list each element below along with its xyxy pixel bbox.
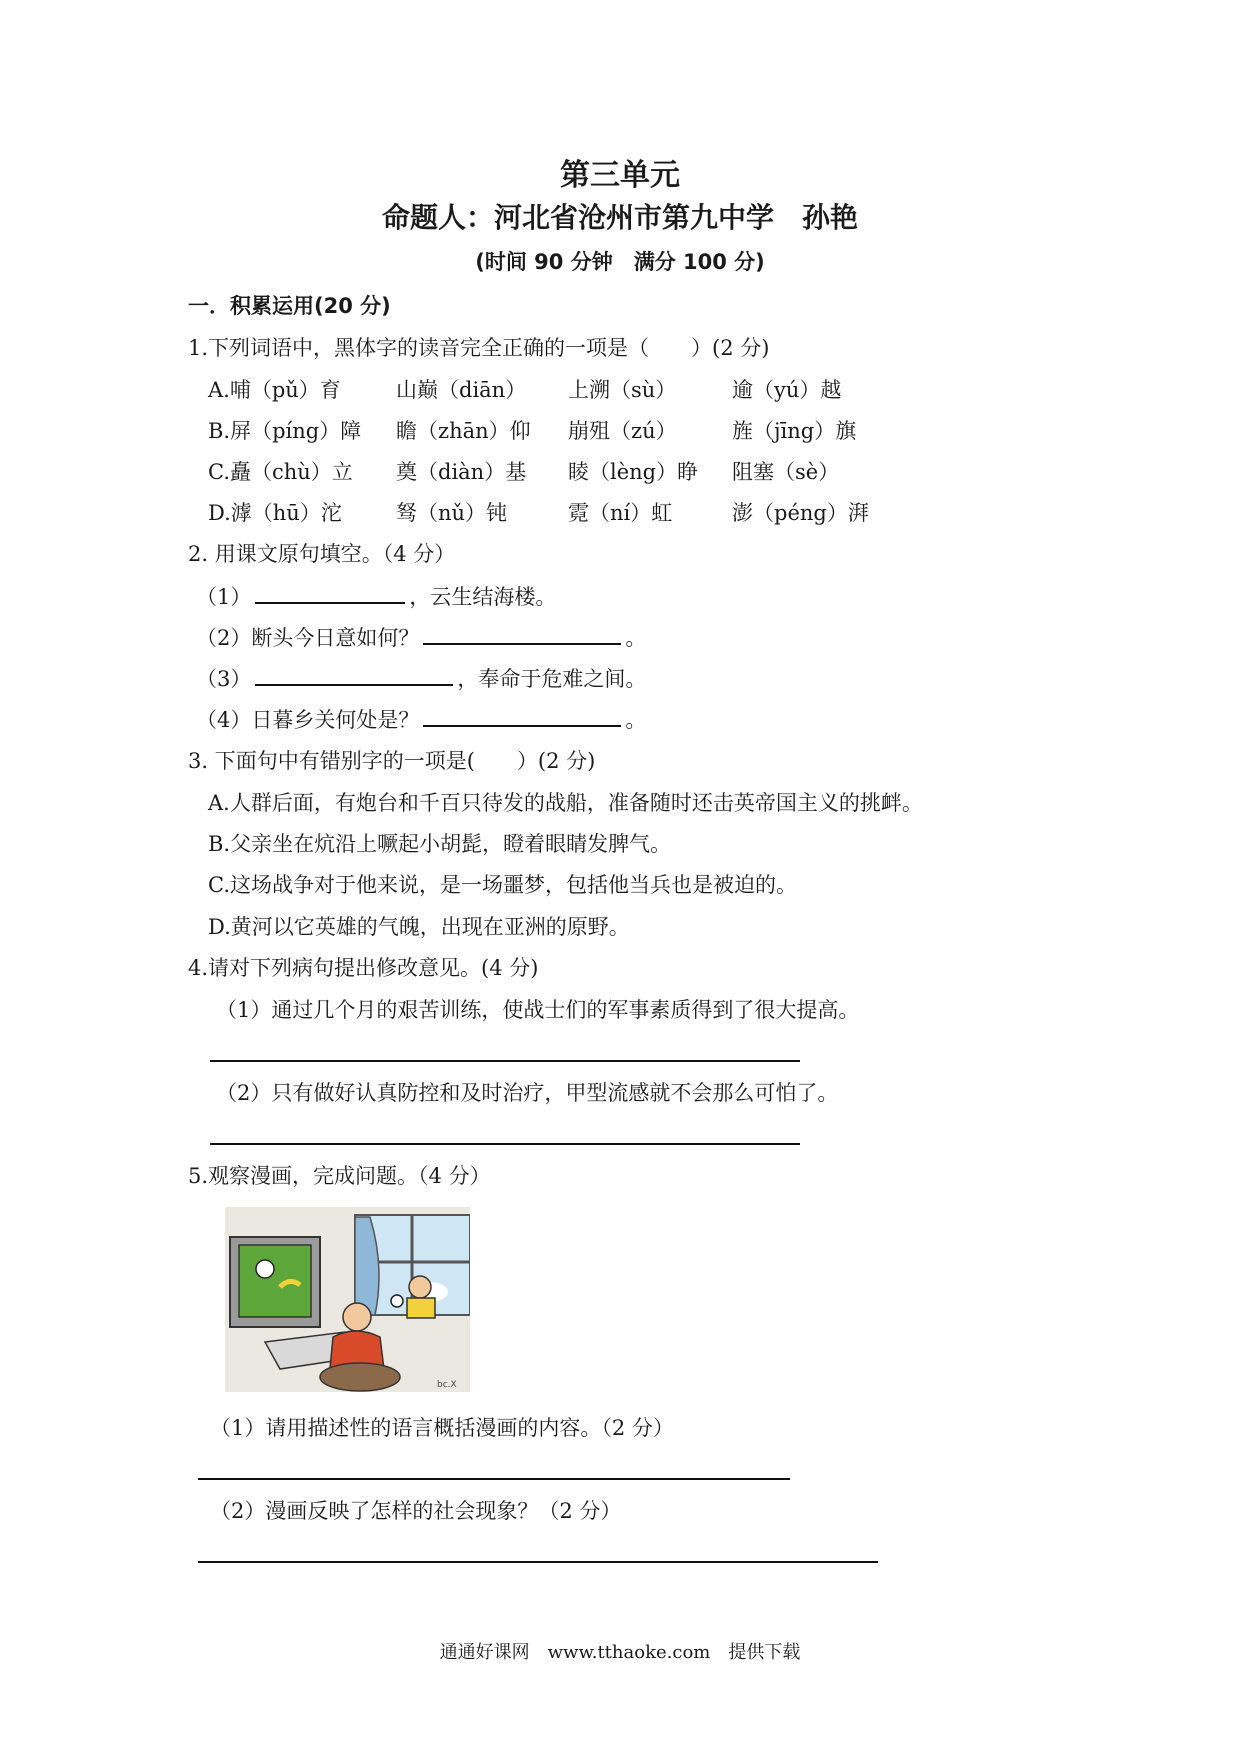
q2-item-4 [196, 703, 646, 734]
question-4-stem: 4.请对下列病句提出修改意见。(4 分) [188, 956, 539, 980]
author-line: 命题人：河北省沧州市第九中学 孙艳 [381, 201, 858, 234]
q2-answer-blank[interactable] [423, 621, 621, 645]
question-1-stem: 1.下列词语中，黑体字的读音完全正确的一项是（ ）(2 分) [188, 336, 770, 360]
q3-option-c: C.这场战争对于他来说，是一场噩梦，包括他当兵也是被迫的。 [208, 873, 797, 897]
q3-option-a: A.人群后面，有炮台和千百只待发的战船，准备随时还击英帝国主义的挑衅。 [208, 791, 923, 815]
q2-item-3 [196, 662, 646, 693]
q2-item-2 [196, 621, 646, 652]
q5-item-2: （2）漫画反映了怎样的社会现象？（2 分） [210, 1499, 622, 1523]
q1-option-d3: 霓（ní）虹 [568, 501, 673, 525]
time-info: (时间 90 分钟 满分 100 分) [475, 250, 765, 274]
q2-answer-blank[interactable] [255, 580, 405, 604]
footer-text: 通通好课网 www.tthaoke.com 提供下载 [439, 1642, 801, 1663]
q2-item-after: 。 [625, 626, 647, 650]
cartoon-credit: bc.X [437, 1380, 457, 1390]
q1-option-a3: 上溯（sù） [568, 378, 677, 402]
q2-item-after: ，奉命于危难之间。 [457, 667, 647, 691]
q2-item-1 [196, 580, 556, 611]
q1-option-b4: 旌（jīng）旗 [732, 419, 857, 443]
q4-item-2: （2）只有做好认真防控和及时治疗，甲型流感就不会那么可怕了。 [216, 1081, 839, 1105]
q1-option-b2: 瞻（zhān）仰 [396, 419, 531, 443]
question-2-stem: 2. 用课文原句填空。（4 分） [188, 542, 456, 566]
q2-item-after: ，云生结海楼。 [409, 585, 557, 609]
question-5-stem: 5.观察漫画，完成问题。（4 分） [188, 1164, 491, 1188]
q5-item-1: （1）请用描述性的语言概括漫画的内容。（2 分） [210, 1416, 674, 1440]
q1-option-a1: A.哺（pǔ）育 [208, 378, 341, 402]
q5-answer-line-1[interactable] [198, 1478, 790, 1480]
q2-item-num: （2） [196, 626, 252, 650]
q2-item-num: （1） [196, 585, 252, 609]
q5-answer-line-2[interactable] [198, 1561, 878, 1563]
q2-item-after: 。 [625, 708, 647, 732]
q2-answer-blank[interactable] [255, 662, 453, 686]
q1-option-a4: 逾（yú）越 [732, 378, 842, 402]
q1-option-d4: 澎（péng）湃 [732, 501, 869, 525]
q1-option-a2: 山巅（diān） [396, 378, 527, 402]
q1-option-c2: 奠（diàn）基 [396, 460, 527, 484]
q3-option-b: B.父亲坐在炕沿上噘起小胡髭，瞪着眼睛发脾气。 [208, 832, 672, 856]
q1-option-c1: C.矗（chù）立 [208, 460, 353, 484]
q4-answer-line-2[interactable] [210, 1143, 800, 1145]
q4-item-1: （1）通过几个月的艰苦训练，使战士们的军事素质得到了很大提高。 [216, 998, 860, 1022]
section-heading: 一．积累运用(20 分) [188, 294, 391, 318]
q2-item-num: （4） [196, 708, 252, 732]
q3-option-d: D.黄河以它英雄的气魄，出现在亚洲的原野。 [208, 915, 630, 939]
q2-item-before: 断头今日意如何？ [251, 626, 420, 650]
q1-option-d2: 驽（nǔ）钝 [396, 501, 508, 525]
q1-option-b1: B.屏（píng）障 [208, 419, 362, 443]
page-title: 第三单元 [560, 158, 680, 193]
question-3-stem: 3. 下面句中有错别字的一项是( ）(2 分) [188, 749, 596, 773]
q2-item-before: 日暮乡关何处是？ [251, 708, 420, 732]
q1-option-c4: 阻塞（sè） [732, 460, 840, 484]
q2-answer-blank[interactable] [423, 703, 621, 727]
q2-item-num: （3） [196, 667, 252, 691]
cartoon-image [225, 1207, 470, 1392]
q1-option-b3: 崩殂（zú） [568, 419, 677, 443]
q1-option-d1: D.滹（hū）沱 [208, 501, 342, 525]
q4-answer-line-1[interactable] [210, 1060, 800, 1062]
q1-option-c3: 睖（lèng）睁 [568, 460, 699, 484]
